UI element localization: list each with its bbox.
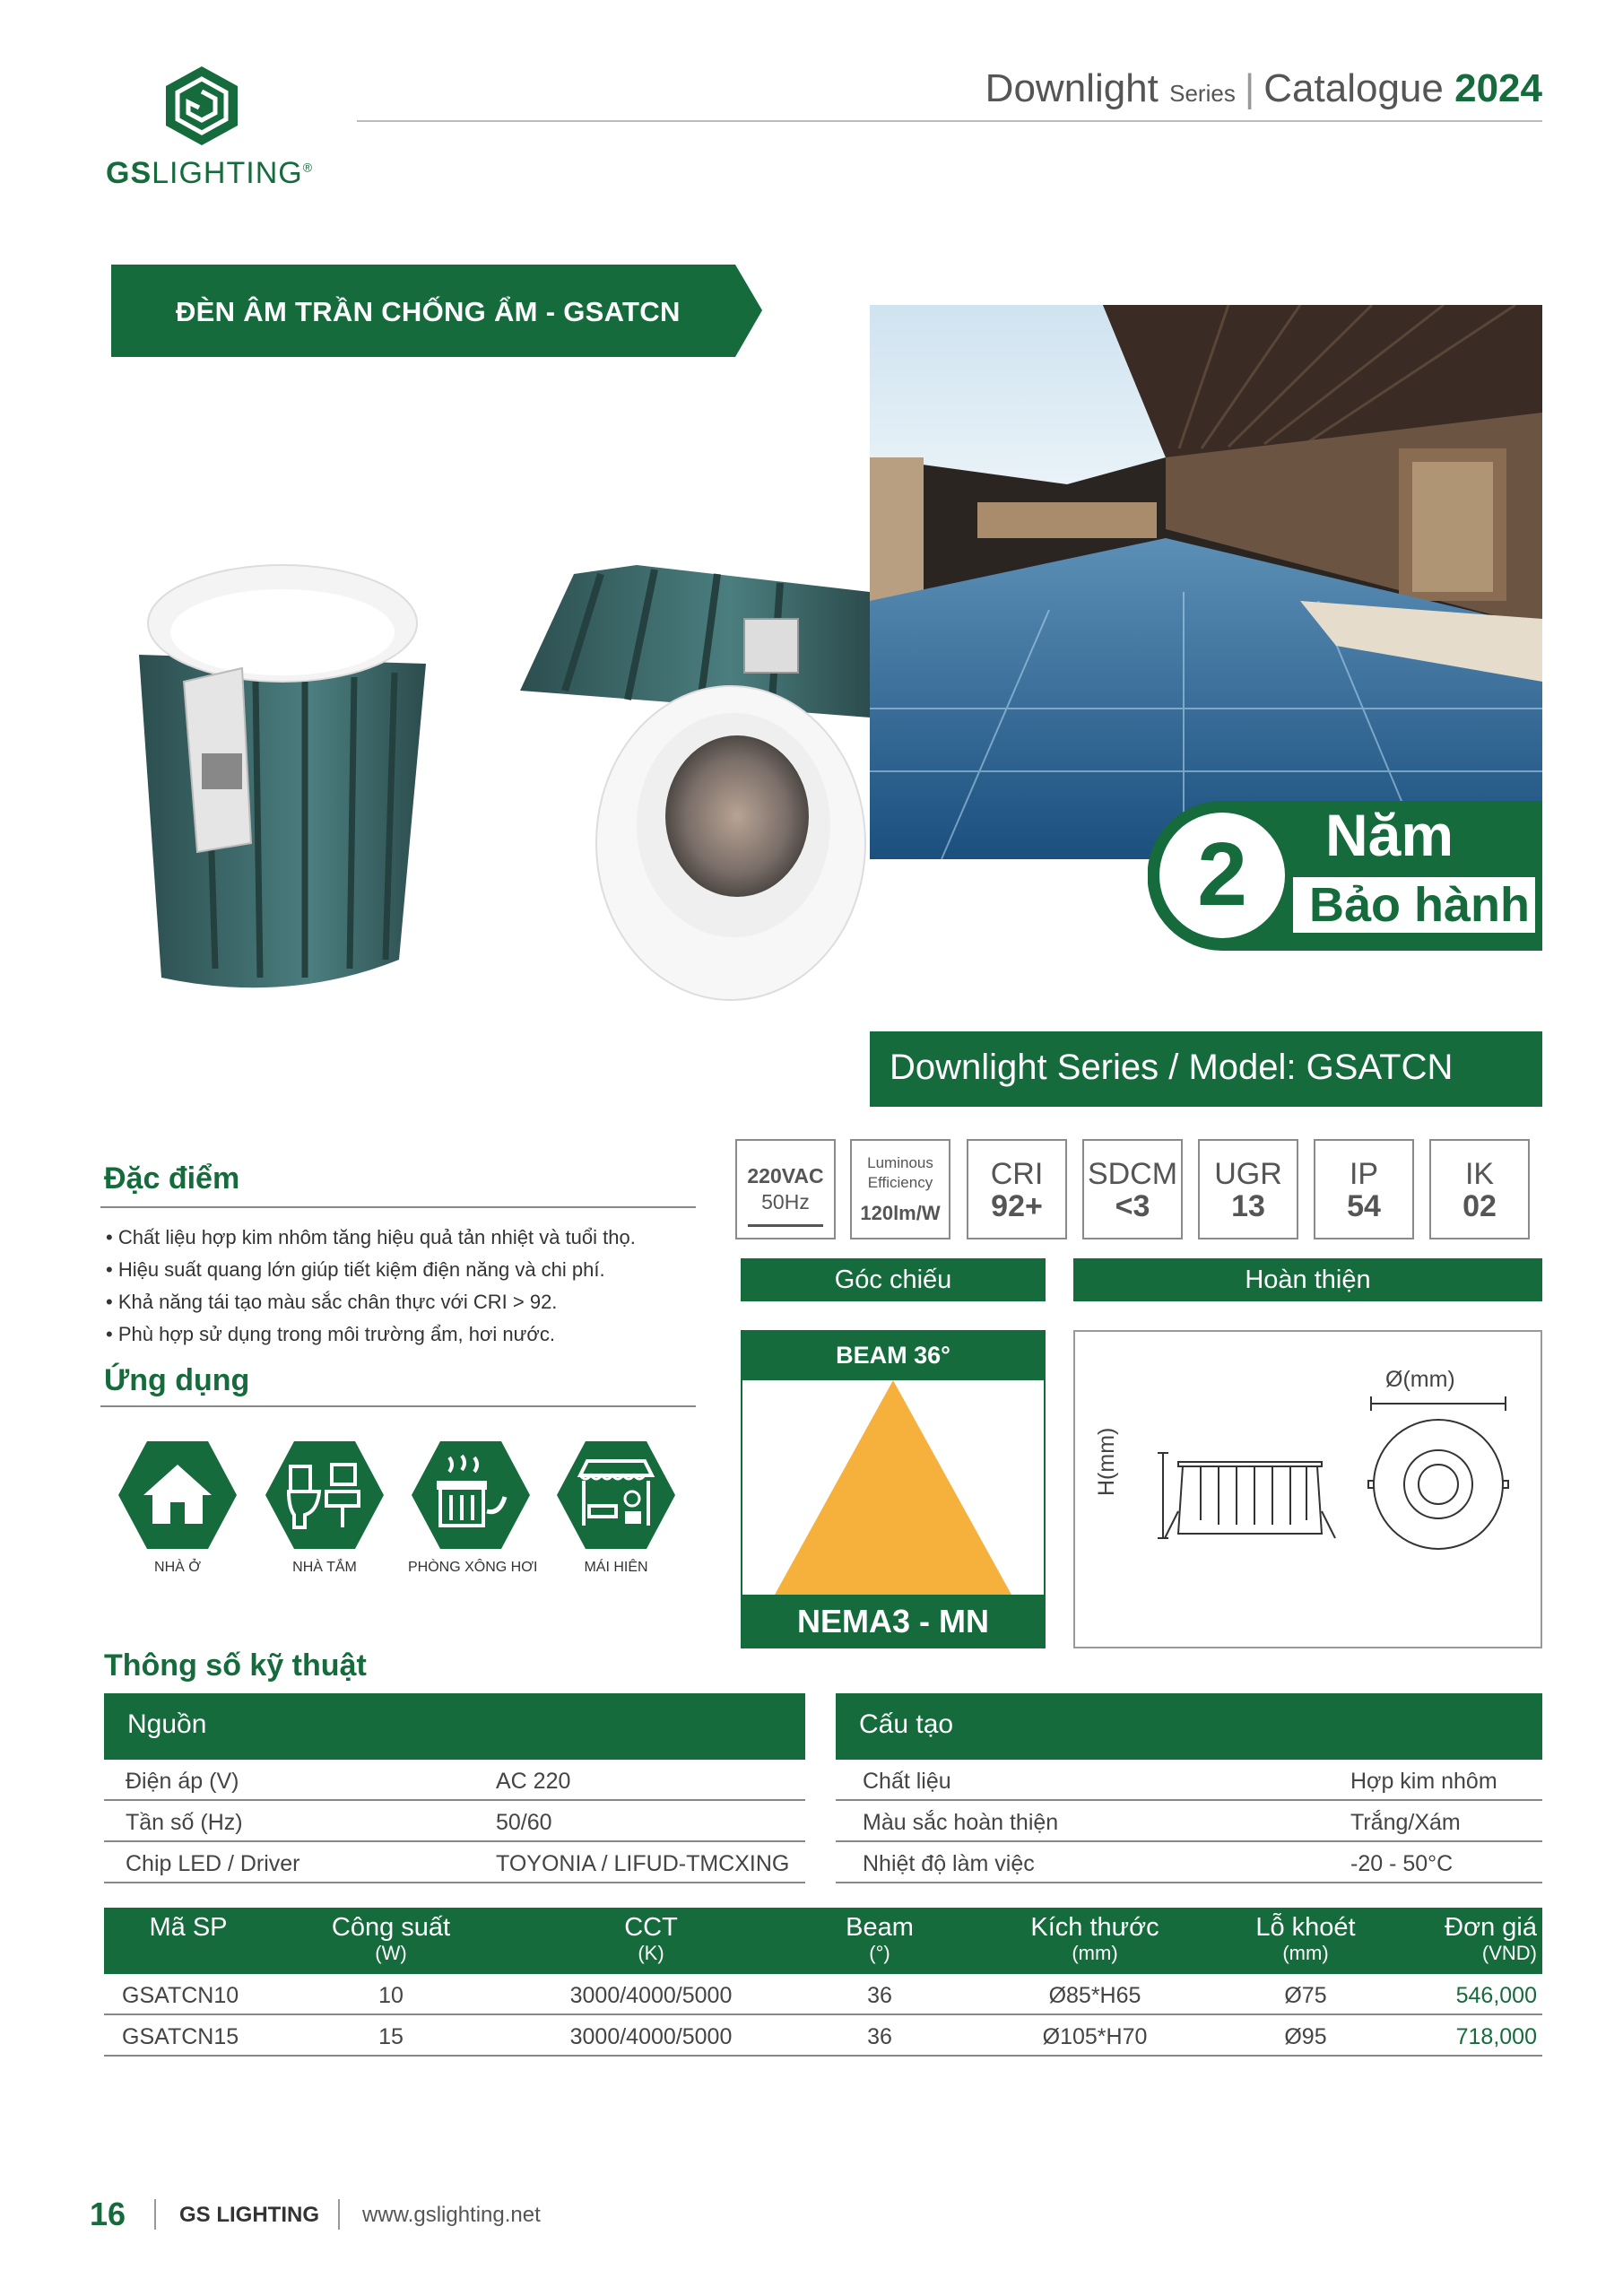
ik-spec-box xyxy=(1429,1139,1530,1239)
ugr-spec-box xyxy=(1198,1139,1298,1239)
applications-divider xyxy=(100,1405,696,1407)
row-value: Hợp kim nhôm xyxy=(1350,1769,1497,1794)
row-label: Chip LED / Driver xyxy=(126,1851,300,1876)
features-divider xyxy=(100,1206,696,1208)
features-list xyxy=(106,1222,698,1351)
table-row xyxy=(836,1760,1542,1801)
app-label: PHÒNG XÔNG HƠI xyxy=(408,1560,538,1575)
cell-cutout: Ø75 xyxy=(1284,1983,1327,2008)
cell-cct: 3000/4000/5000 xyxy=(569,2024,733,2049)
feature-item: • Chất liệu hợp kim nhôm tăng hiệu quả tản nhiệt và tuổi thọ. xyxy=(106,1222,698,1254)
col-header-price: Đơn giá (VND) xyxy=(1445,1913,1537,1964)
table-row xyxy=(104,1974,1542,2015)
row-value: 50/60 xyxy=(496,1810,552,1835)
row-label: Điện áp (V) xyxy=(126,1769,239,1794)
warranty-year: Năm xyxy=(1325,802,1454,868)
efficiency-label: Luminous Efficiency xyxy=(867,1154,933,1191)
spec-value: 92+ xyxy=(991,1189,1043,1223)
row-value: -20 - 50°C xyxy=(1350,1851,1454,1876)
product-title: ĐÈN ÂM TRẦN CHỐNG ẨM - GSATCN xyxy=(176,296,681,327)
row-label: Nhiệt độ làm việc xyxy=(863,1851,1035,1876)
table-row xyxy=(104,2015,1542,2057)
cell-price: 546,000 xyxy=(1455,1983,1537,2008)
footer-divider xyxy=(338,2199,340,2230)
col-header-cutout: Lỗ khoét (mm) xyxy=(1255,1913,1356,1964)
price-table-header xyxy=(104,1908,1542,1974)
app-label: NHÀ Ở xyxy=(154,1560,201,1575)
sauna-icon xyxy=(410,1439,532,1551)
warranty-number: 2 xyxy=(1197,824,1247,925)
cell-code: GSATCN15 xyxy=(122,2024,239,2049)
spec-title: Thông số kỹ thuật xyxy=(104,1648,367,1683)
home-icon xyxy=(117,1439,239,1551)
logo-text: GSLIGHTING® xyxy=(106,156,314,190)
cell-cutout: Ø95 xyxy=(1284,2024,1327,2049)
source-table-header: Nguồn xyxy=(104,1693,805,1760)
col-header-beam: Beam (°) xyxy=(846,1913,914,1964)
row-label: Màu sắc hoàn thiện xyxy=(863,1810,1059,1835)
sdcm-spec-box xyxy=(1082,1139,1183,1239)
power-spec-box xyxy=(735,1139,836,1239)
height-label: H(mm) xyxy=(1094,1427,1119,1496)
cell-power: 15 xyxy=(378,2024,404,2049)
spec-value: 13 xyxy=(1231,1189,1265,1223)
power-voltage: 220VAC xyxy=(747,1164,824,1187)
power-rule xyxy=(748,1224,823,1227)
table-row xyxy=(104,1801,805,1842)
col-header-power: Công suất (W) xyxy=(331,1913,451,1964)
spec-value: <3 xyxy=(1115,1189,1150,1223)
feature-item: • Hiệu suất quang lớn giúp tiết kiệm điện năng và chi phí. xyxy=(106,1254,698,1286)
catalogue-header: Downlight Series | Catalogue 2024 xyxy=(985,66,1542,110)
spec-value: 54 xyxy=(1347,1189,1381,1223)
table-row xyxy=(836,1842,1542,1883)
porch-icon xyxy=(555,1439,677,1551)
spec-label: UGR xyxy=(1214,1157,1282,1191)
beam-header: Góc chiếu xyxy=(741,1258,1046,1301)
diameter-label: Ø(mm) xyxy=(1385,1367,1455,1392)
footer-divider xyxy=(154,2199,156,2230)
cell-size: Ø85*H65 xyxy=(1048,1983,1141,2008)
beam-nema: NEMA3 - MN xyxy=(741,1595,1046,1648)
app-label: NHÀ TẮM xyxy=(292,1560,357,1575)
toilet-icon xyxy=(264,1439,386,1551)
col-header-code: Mã SP xyxy=(149,1913,228,1942)
ip-spec-box xyxy=(1314,1139,1414,1239)
feature-item: • Khả năng tái tạo màu sắc chân thực với CRI > 92. xyxy=(106,1286,698,1318)
footer-brand: GS LIGHTING xyxy=(179,2203,319,2227)
features-title: Đặc điểm xyxy=(104,1161,240,1196)
efficiency-spec-box xyxy=(850,1139,950,1239)
footer-website-link[interactable]: www.gslighting.net xyxy=(362,2203,541,2227)
beam-cone-icon xyxy=(742,1380,1044,1595)
cell-beam: 36 xyxy=(867,1983,892,2008)
row-label: Tần số (Hz) xyxy=(126,1810,243,1835)
feature-item: • Phù hợp sử dụng trong môi trường ẩm, hơi nước. xyxy=(106,1318,698,1351)
dimension-drawing xyxy=(1075,1332,1541,1647)
cell-beam: 36 xyxy=(867,2024,892,2049)
beam-angle: BEAM 36° xyxy=(741,1330,1046,1380)
app-home xyxy=(115,1439,240,1576)
spec-value: 02 xyxy=(1462,1189,1497,1223)
app-sauna xyxy=(408,1439,538,1576)
table-row xyxy=(836,1801,1542,1842)
page-number: 16 xyxy=(90,2196,126,2232)
power-frequency: 50Hz xyxy=(761,1190,810,1213)
col-header-size: Kích thước (mm) xyxy=(1030,1913,1159,1964)
row-value: TOYONIA / LIFUD-TMCXING xyxy=(496,1851,790,1876)
app-label: MÁI HIÊN xyxy=(584,1560,648,1575)
col-header-cct: CCT (K) xyxy=(624,1913,678,1964)
header-divider xyxy=(357,120,1542,122)
warranty-label: Bảo hành xyxy=(1308,878,1530,932)
row-value: AC 220 xyxy=(496,1769,571,1794)
spec-label: IP xyxy=(1349,1157,1379,1191)
cell-cct: 3000/4000/5000 xyxy=(569,1983,733,2008)
row-label: Chất liệu xyxy=(863,1769,951,1794)
app-bathroom xyxy=(262,1439,387,1576)
spec-label: IK xyxy=(1464,1157,1495,1191)
table-row xyxy=(104,1842,805,1883)
cri-spec-box xyxy=(967,1139,1067,1239)
spec-label: CRI xyxy=(990,1157,1044,1191)
efficiency-value: 120lm/W xyxy=(860,1202,941,1224)
structure-table-header: Cấu tạo xyxy=(836,1693,1542,1760)
cell-size: Ø105*H70 xyxy=(1042,2024,1148,2049)
cell-power: 10 xyxy=(378,1983,404,2008)
applications-title: Ứng dụng xyxy=(104,1363,250,1397)
spec-label: SDCM xyxy=(1087,1157,1178,1191)
app-porch xyxy=(553,1439,679,1576)
model-bar: Downlight Series / Model: GSATCN xyxy=(870,1031,1542,1107)
pool-photo xyxy=(870,305,1542,859)
finish-header: Hoàn thiện xyxy=(1073,1258,1542,1301)
product-photo xyxy=(99,556,950,1022)
row-value: Trắng/Xám xyxy=(1350,1810,1461,1835)
cell-code: GSATCN10 xyxy=(122,1983,239,2008)
cell-price: 718,000 xyxy=(1455,2024,1537,2049)
table-row xyxy=(104,1760,805,1801)
